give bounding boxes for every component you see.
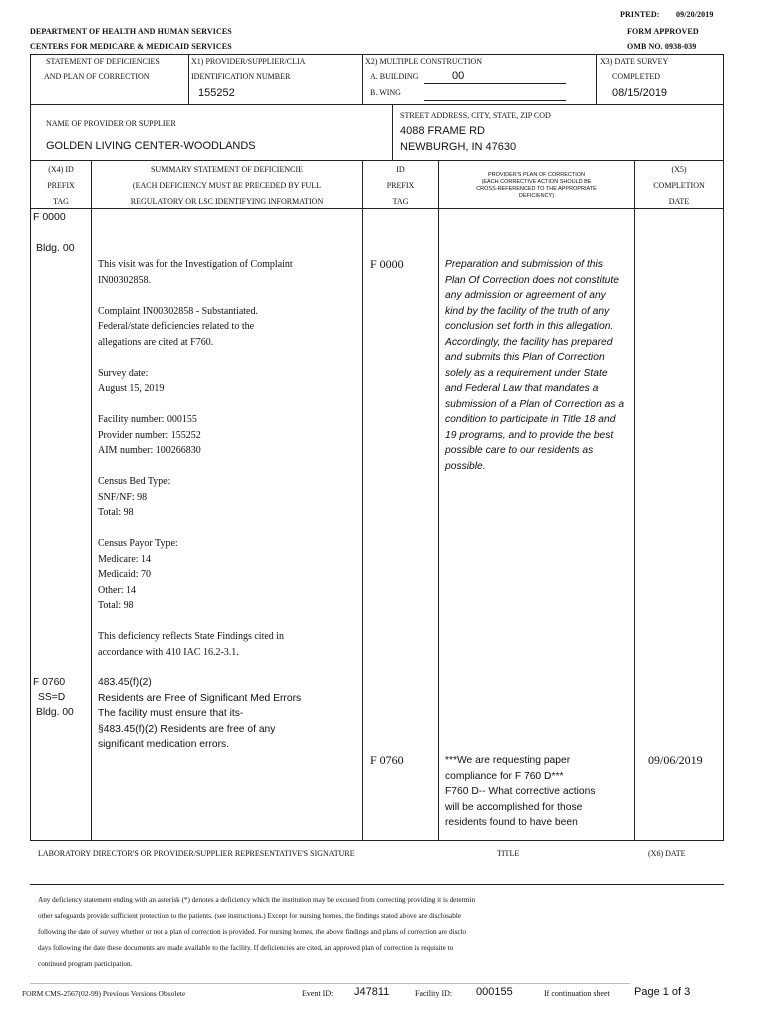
address-line-2: NEWBURGH, IN 47630: [400, 141, 517, 153]
event-id-label: Event ID:: [302, 989, 334, 998]
address-line-1: 4088 FRAME RD: [400, 125, 485, 137]
disclaimer-line: other safeguards provide sufficient protection to the patients. (see instructions.) Except for nursing homes, the findings stated above are disclosable: [38, 912, 462, 920]
rule-info: [30, 104, 724, 105]
title-label: TITLE: [497, 849, 520, 858]
provider-name-label: NAME OF PROVIDER OR SUPPLIER: [46, 119, 176, 128]
omb-number: OMB NO. 0938-039: [627, 42, 697, 51]
stmt-label-1: STATEMENT OF DEFICIENCIES: [46, 57, 160, 66]
col-x5-line-2: COMPLETION: [653, 181, 705, 190]
col-summary-line-1: SUMMARY STATEMENT OF DEFICIENCIE: [150, 165, 304, 174]
col-x5-line-3: DATE: [668, 197, 690, 206]
continuation-label: If continuation sheet: [544, 989, 610, 998]
summary-paragraph: Census Bed Type: SNF/NF: 98 Total: 98: [98, 476, 171, 518]
bldg-f0000: Bldg. 00: [36, 242, 75, 254]
rule-v-name: [392, 104, 393, 160]
disclaimer: [38, 892, 728, 972]
bldg-f0760: Bldg. 00: [36, 707, 74, 718]
summary-paragraph: Complaint IN00302858 - Substantiated. Federal/state deficiencies related to the allegations are cited at F760.: [98, 305, 258, 348]
poc-f0760: ***We are requesting paper compliance for F 760 D*** F760 D-- What corrective actions will be accomplished for those residents found to have been: [445, 755, 596, 828]
stmt-label-2: AND PLAN OF CORRECTION: [44, 72, 150, 81]
tag-f0760: F 0760: [33, 677, 66, 688]
col-x4-line-3: TAG: [53, 197, 69, 206]
provider-name-value: GOLDEN LIVING CENTER-WOODLANDS: [46, 140, 256, 152]
summary-paragraph: Facility number: 000155 Provider number: 155252 AIM number: 100266830: [98, 414, 201, 456]
id-f0760: F 0760: [370, 753, 404, 767]
page-number: Page 1 of 3: [634, 986, 691, 998]
printed-date: 09/20/2019: [676, 10, 714, 19]
printed-label: PRINTED:: [620, 10, 660, 19]
col-poc-line-1: PROVIDER'S PLAN OF CORRECTION: [487, 172, 585, 178]
address-label: STREET ADDRESS, CITY, STATE, ZIP COD: [400, 111, 551, 120]
col-poc-header: [439, 172, 634, 200]
facility-id-value: 000155: [476, 986, 513, 998]
x3-label-1: X3) DATE SURVEY: [600, 57, 669, 66]
col-id-line-3: TAG: [392, 197, 409, 206]
facility-id-label: Facility ID:: [415, 989, 453, 998]
tag-f0000: F 0000: [33, 211, 66, 223]
signature-date-label: (X6) DATE: [648, 849, 686, 858]
x3-label-2: COMPLETED: [612, 72, 660, 81]
disclaimer-line: continued program participation.: [38, 960, 133, 968]
form-number: FORM CMS-2567(02-99) Previous Versions Obsolete: [22, 989, 186, 998]
footer-dotted-rule: [30, 983, 630, 984]
col-id-line-2: PREFIX: [386, 181, 415, 190]
col-poc-line-4: DEFICIENCY): [518, 193, 555, 199]
id-f0000: F 0000: [370, 257, 404, 271]
col-id-line-1: ID: [396, 165, 405, 174]
col-poc-line-3: CROSS-REFERENCED TO THE APPROPRIATE: [476, 186, 597, 192]
rule-left: [30, 54, 31, 160]
disclaimer-line: Any deficiency statement ending with an asterisk (*) denotes a deficiency which the institution may be excused from correcting providing it is determin: [38, 896, 476, 904]
col-summary-line-2: (EACH DEFICIENCY MUST BE PRECEDED BY FULL: [132, 181, 322, 190]
x1-label-1: X1) PROVIDER/SUPPLIER/CLIA: [191, 57, 306, 66]
rule-top: [30, 54, 724, 55]
summary-paragraph: This visit was for the Investigation of Complaint IN00302858.: [98, 259, 293, 286]
rule-v2: [362, 54, 363, 104]
disclaimer-line: days following the date these documents are made available to the facility. If deficiencies are cited, an approved plan of correction is requisite to: [38, 944, 454, 952]
building-label: A. BUILDING: [370, 72, 419, 81]
col-rule-1: [91, 160, 92, 840]
x2-label: X2) MULTIPLE CONSTRUCTION: [365, 57, 483, 66]
rule-name: [30, 160, 724, 161]
wing-underline: [424, 100, 566, 101]
form-approved: FORM APPROVED: [627, 27, 699, 36]
completion-date-f0760: 09/06/2019: [648, 753, 703, 767]
building-value: 00: [452, 70, 465, 82]
director-signature-label: LABORATORY DIRECTOR'S OR PROVIDER/SUPPLIER REPRESENTATIVE'S SIGNATURE: [38, 849, 355, 858]
summary-f0000: [98, 257, 360, 676]
disclaimer-line: following the date of survey whether or not a plan of correction is provided. For nursing homes, the above findings and plans of correction are disclo: [38, 928, 467, 936]
col-rule-2: [362, 160, 363, 840]
col-poc-line-2: (EACH CORRECTIVE ACTION SHOULD BE: [481, 179, 592, 185]
rule-v3: [596, 54, 597, 104]
ss-rating: SS=D: [38, 692, 66, 703]
provider-id-value: 155252: [198, 87, 235, 99]
rule-colhead: [30, 208, 724, 209]
col-rule-5: [723, 160, 724, 840]
rule-right: [723, 54, 724, 160]
building-underline: [424, 83, 566, 84]
col-x5-line-1: (X5): [671, 165, 687, 174]
rule-table-bottom: [30, 840, 724, 841]
summary-paragraph: Survey date: August 15, 2019: [98, 367, 165, 394]
x1-label-2: IDENTIFICATION NUMBER: [191, 72, 291, 81]
col-rule-3: [438, 160, 439, 840]
summary-paragraph: Census Payor Type: Medicare: 14 Medicaid: 70 Other: 14 Total: 98: [98, 538, 178, 611]
rule-v1: [188, 54, 189, 104]
poc-f0000: Preparation and submission of this Plan Of Correction does not constitute any admission or agreement of any kind by the facility of the truth of any conclusion set forth in this allegation. Accordingly, the facility has prepared and submits this Plan of Correction solely as a requirement under State and Federal Law that mandates a submission of a Plan of Correction as a condition to participate in Title 18 and 19 programs, and to provide the best possible care to our residents as possible.: [445, 259, 625, 472]
event-id-value: J47811: [354, 986, 390, 998]
col-summary-line-3: REGULATORY OR LSC IDENTIFYING INFORMATION: [130, 197, 324, 206]
centers-title: CENTERS FOR MEDICARE & MEDICAID SERVICES: [30, 42, 232, 51]
dept-title: DEPARTMENT OF HEALTH AND HUMAN SERVICES: [30, 27, 232, 36]
summary-paragraph: This deficiency reflects State Findings cited in accordance with 410 IAC 16.2-3.1.: [98, 631, 285, 658]
wing-label: B. WING: [370, 88, 401, 97]
summary-f0760: 483.45(f)(2) Residents are Free of Significant Med Errors The facility must ensure that its- §483.45(f)(2) Residents are free of any significant medication errors.: [98, 677, 302, 750]
col-x4-line-1: (X4) ID: [48, 165, 74, 174]
survey-date-value: 08/15/2019: [612, 87, 668, 99]
col-x4-line-2: PREFIX: [47, 181, 75, 190]
col-rule-0: [30, 160, 31, 840]
col-rule-4: [634, 160, 635, 840]
rule-signature: [30, 884, 724, 885]
